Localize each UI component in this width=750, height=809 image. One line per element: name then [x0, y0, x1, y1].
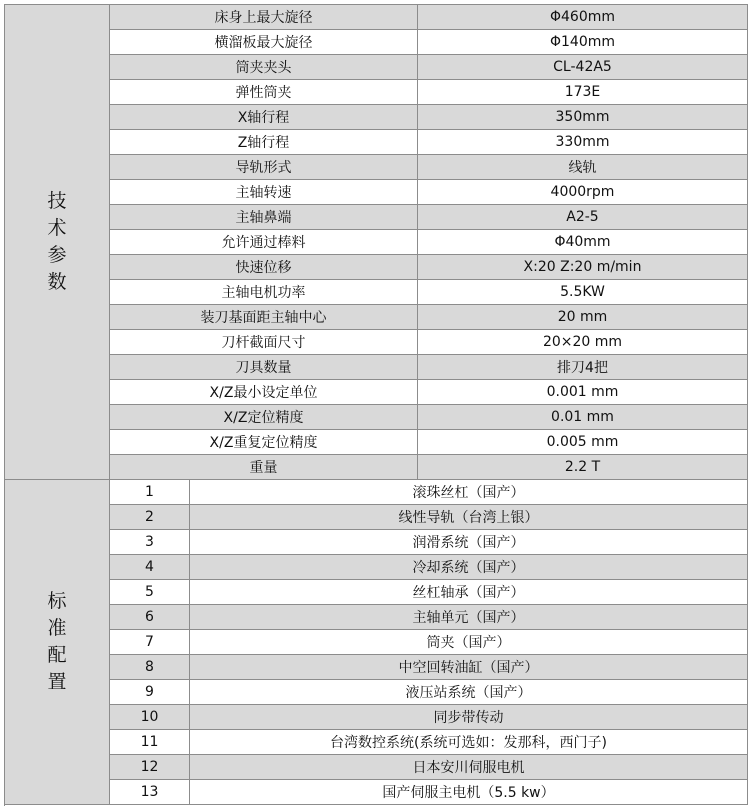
config-item-name: 筒夹（国产）	[190, 630, 748, 655]
spec-param-name: X/Z定位精度	[110, 405, 418, 430]
spec-section-label-char: 技	[47, 190, 67, 212]
config-section-label-char: 置	[47, 671, 67, 693]
spec-param-value: 5.5KW	[418, 280, 748, 305]
config-item-name: 台湾数控系统(系统可选如：发那科，西门子)	[190, 730, 748, 755]
spec-param-name: 快速位移	[110, 255, 418, 280]
spec-param-value: Φ140mm	[418, 30, 748, 55]
spec-param-value: 0.01 mm	[418, 405, 748, 430]
config-section-label	[5, 480, 110, 805]
config-item-name: 主轴单元（国产）	[190, 605, 748, 630]
spec-param-name: X/Z最小设定单位	[110, 380, 418, 405]
config-item-number: 12	[110, 755, 190, 780]
config-item-number: 13	[110, 780, 190, 805]
spec-param-name: 筒夹夹头	[110, 55, 418, 80]
spec-param-name: 弹性筒夹	[110, 80, 418, 105]
spec-section-label-char: 术	[47, 217, 67, 239]
spec-param-value: Φ460mm	[418, 5, 748, 30]
spec-param-name: 主轴电机功率	[110, 280, 418, 305]
config-item-number: 8	[110, 655, 190, 680]
spec-param-name: 导轨形式	[110, 155, 418, 180]
config-item-number: 3	[110, 530, 190, 555]
config-section-label-char: 标	[47, 590, 67, 612]
spec-param-value: 330mm	[418, 130, 748, 155]
spec-param-value: 线轨	[418, 155, 748, 180]
spec-section-label-char: 数	[47, 271, 67, 293]
config-item-number: 4	[110, 555, 190, 580]
config-item-number: 6	[110, 605, 190, 630]
spec-param-name: 床身上最大旋径	[110, 5, 418, 30]
config-item-name: 丝杠轴承（国产）	[190, 580, 748, 605]
spec-param-name: 装刀基面距主轴中心	[110, 305, 418, 330]
spec-param-name: 刀具数量	[110, 355, 418, 380]
config-item-number: 7	[110, 630, 190, 655]
spec-param-value: 4000rpm	[418, 180, 748, 205]
config-item-number: 11	[110, 730, 190, 755]
spec-param-name: 横溜板最大旋径	[110, 30, 418, 55]
config-item-number: 10	[110, 705, 190, 730]
spec-section-label	[5, 5, 110, 480]
config-item-name: 润滑系统（国产）	[190, 530, 748, 555]
config-section-label-char: 准	[47, 617, 67, 639]
spec-param-name: 主轴鼻端	[110, 205, 418, 230]
spec-param-value: 350mm	[418, 105, 748, 130]
spec-param-name: 允许通过棒料	[110, 230, 418, 255]
config-item-number: 9	[110, 680, 190, 705]
spec-param-value: 排刀4把	[418, 355, 748, 380]
config-item-name: 液压站系统（国产）	[190, 680, 748, 705]
spec-param-value: 20×20 mm	[418, 330, 748, 355]
spec-param-value: 20 mm	[418, 305, 748, 330]
spec-param-value: Φ40mm	[418, 230, 748, 255]
spec-param-value: X:20 Z:20 m/min	[418, 255, 748, 280]
config-item-name: 线性导轨（台湾上银）	[190, 505, 748, 530]
spec-param-value: 173E	[418, 80, 748, 105]
config-item-number: 5	[110, 580, 190, 605]
config-item-name: 国产伺服主电机（5.5 kw）	[190, 780, 748, 805]
spec-param-value: A2-5	[418, 205, 748, 230]
config-item-name: 中空回转油缸（国产）	[190, 655, 748, 680]
config-section-label-char: 配	[47, 644, 67, 666]
config-item-name: 同步带传动	[190, 705, 748, 730]
config-item-name: 冷却系统（国产）	[190, 555, 748, 580]
spec-param-name: Z轴行程	[110, 130, 418, 155]
config-item-number: 1	[110, 480, 190, 505]
spec-param-value: 2.2 T	[418, 455, 748, 480]
config-item-number: 2	[110, 505, 190, 530]
spec-param-name: X轴行程	[110, 105, 418, 130]
config-item-name: 滚珠丝杠（国产）	[190, 480, 748, 505]
spec-param-value: CL-42A5	[418, 55, 748, 80]
spec-param-name: X/Z重复定位精度	[110, 430, 418, 455]
spec-param-name: 重量	[110, 455, 418, 480]
spec-table	[4, 4, 748, 806]
spec-section-label-char: 参	[47, 244, 67, 266]
spec-param-value: 0.005 mm	[418, 430, 748, 455]
spec-param-name: 刀杆截面尺寸	[110, 330, 418, 355]
config-item-name: 日本安川伺服电机	[190, 755, 748, 780]
spec-param-value: 0.001 mm	[418, 380, 748, 405]
spec-param-name: 主轴转速	[110, 180, 418, 205]
